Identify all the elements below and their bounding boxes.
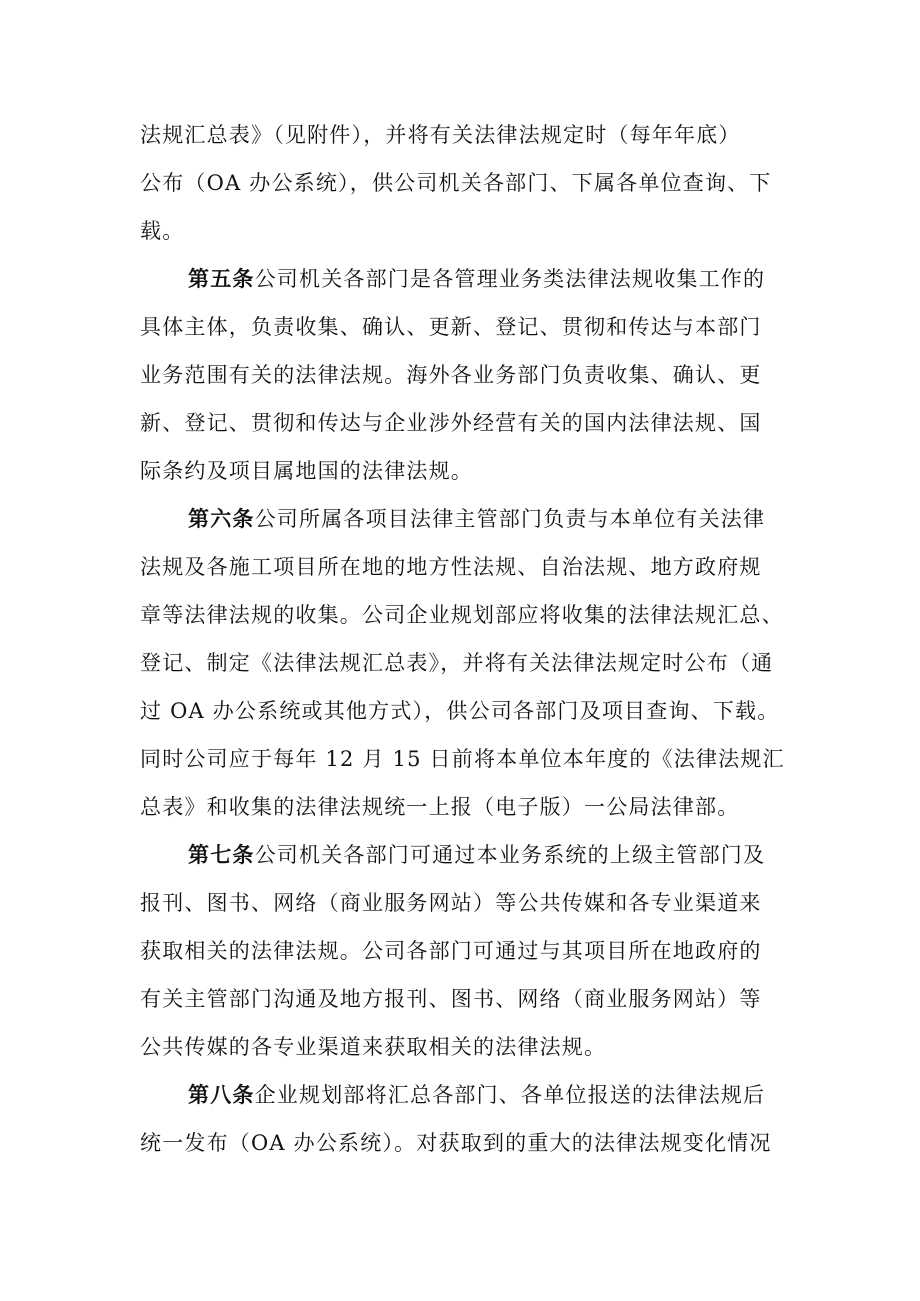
paragraph-line: 获取相关的法律法规。公司各部门可通过与其项目所在地政府的 <box>140 939 762 963</box>
paragraph-line: 总表》和收集的法律法规统一上报（电子版）一公局法律部。 <box>140 795 740 819</box>
paragraph-line: 同时公司应于每年 12 月 15 日前将本单位本年度的《法律法规汇 <box>140 747 785 771</box>
paragraph-line: 载。 <box>140 219 185 243</box>
paragraph-line: 法规汇总表》（见附件），并将有关法律法规定时（每年年底） <box>140 123 741 147</box>
article-first-text: 公司机关各部门是各管理业务类法律法规收集工作的 <box>254 267 766 291</box>
paragraph-line: 具体主体，负责收集、确认、更新、登记、贯彻和传达与本部门 <box>140 315 762 339</box>
article-first-line <box>188 841 765 869</box>
article-first-line <box>188 1081 765 1109</box>
paragraph-line: 报刊、图书、网络（商业服务网站）等公共传媒和各专业渠道来 <box>140 891 762 915</box>
article-heading: 第六条 <box>188 507 255 531</box>
article-heading: 第八条 <box>188 1083 255 1107</box>
paragraph-line: 业务范围有关的法律法规。海外各业务部门负责收集、确认、更 <box>140 363 762 387</box>
paragraph-line: 际条约及项目属地国的法律法规。 <box>140 459 473 483</box>
paragraph-line: 章等法律法规的收集。公司企业规划部应将收集的法律法规汇总、 <box>140 603 784 627</box>
article-heading: 第七条 <box>188 843 255 867</box>
paragraph-line: 公共传媒的各专业渠道来获取相关的法律法规。 <box>140 1035 607 1059</box>
paragraph-line: 有关主管部门沟通及地方报刊、图书、网络（商业服务网站）等 <box>140 987 762 1011</box>
article-first-text: 公司机关各部门可通过本业务系统的上级主管部门及 <box>254 843 766 867</box>
paragraph-line: 法规及各施工项目所在地的地方性法规、自治法规、地方政府规 <box>140 555 762 579</box>
article-first-line <box>188 265 765 293</box>
paragraph-line: 过 OA 办公系统或其他方式），供公司各部门及项目查询、下载。 <box>140 699 780 723</box>
article-heading: 第五条 <box>188 267 255 291</box>
article-first-line <box>188 505 765 533</box>
paragraph-line: 公布（OA 办公系统），供公司机关各部门、下属各单位查询、下 <box>140 171 772 195</box>
paragraph-line: 统一发布（OA 办公系统）。对获取到的重大的法律法规变化情况 <box>140 1131 772 1155</box>
paragraph-line: 新、登记、贯彻和传达与企业涉外经营有关的国内法律法规、国 <box>140 411 762 435</box>
article-first-text: 企业规划部将汇总各部门、各单位报送的法律法规后 <box>254 1083 766 1107</box>
paragraph-line: 登记、制定《法律法规汇总表》，并将有关法律法规定时公布（通 <box>140 651 774 675</box>
article-first-text: 公司所属各项目法律主管部门负责与本单位有关法律 <box>254 507 766 531</box>
